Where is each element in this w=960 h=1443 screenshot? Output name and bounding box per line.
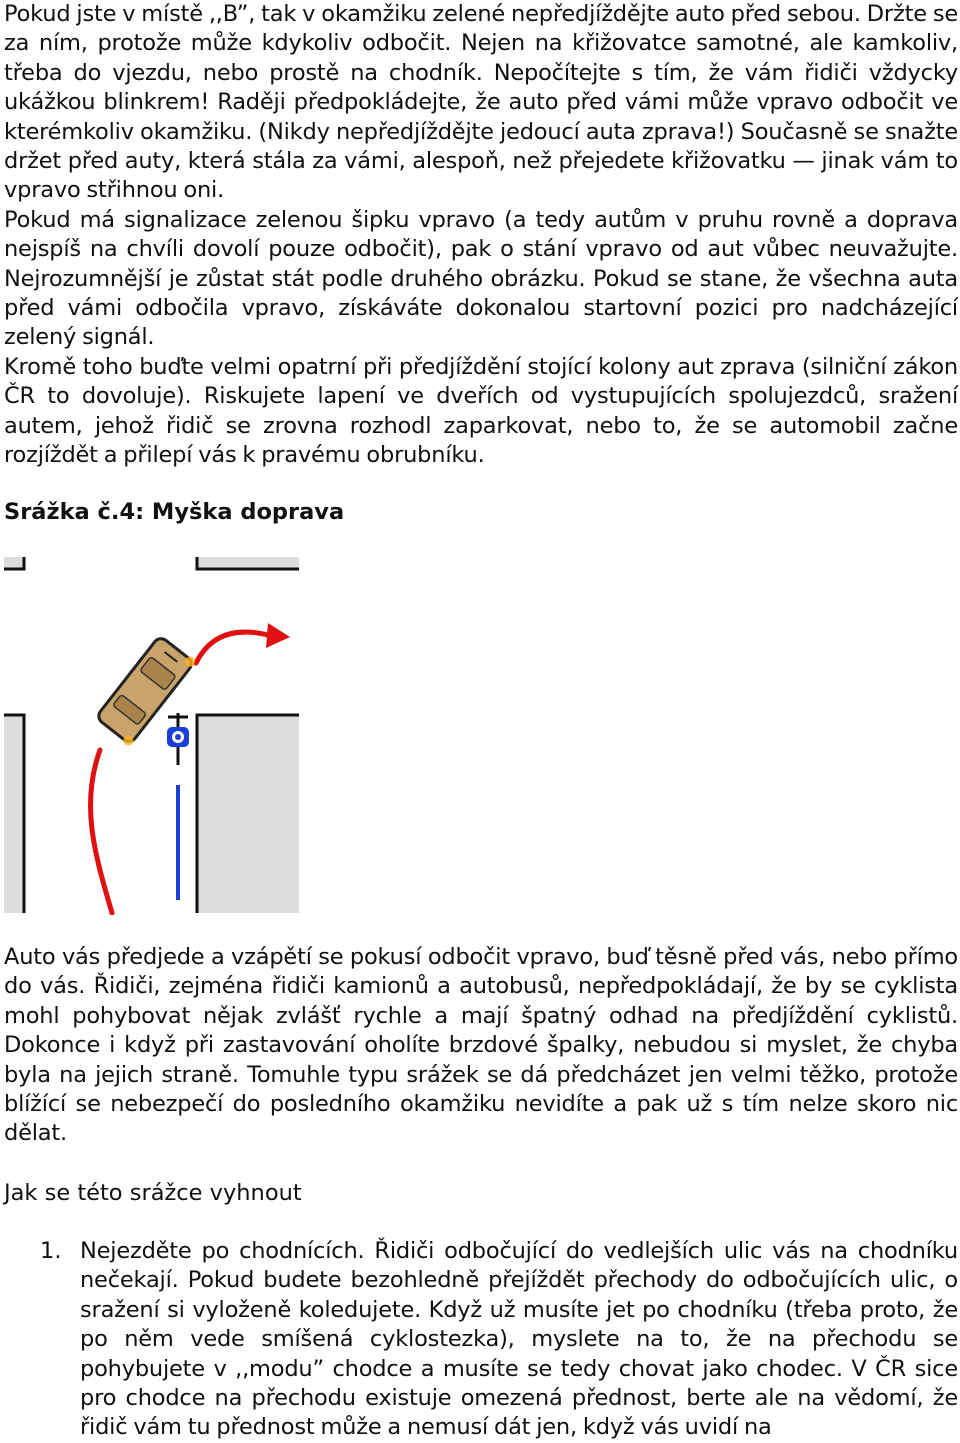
section-heading: Srážka č.4: Myška doprava (4, 499, 345, 525)
description-paragraph: Auto vás předjede a vzápětí se pokusí odbočit vpravo, buď těsně před vás, nebo přímo do vás. Řidiči, zejména řidiči kamionů a autobusů, nepředpokládají, že by se cyklista mohl pohybovat nějak zvlášť rychle a mají špatný odhad na předjíždění cyklistů. Dokonce i když při zastavování oholíte brzdové špalky, nebudou si myslet, že chyba byla na jejich straně. Tomuhle typu srážek se dá předcházet jen velmi těžko, protože blížící se nebezpečí do posledního okamžiku nevidíte a pak už s tím nelze skoro nic dělat. (4, 944, 958, 1147)
block-bottom-right (197, 715, 299, 913)
intersection-diagram (0, 555, 300, 915)
car-path-line (90, 750, 112, 913)
arrow-paragraph: Pokud má signalizace zelenou šipku vpravo (a tedy autům v pruhu rovně a doprava nejspíš na chvíli dovolí pouze odbočit), pak o stání vpravo od aut vůbec neuvažujte. Nejrozumnější je zůstat stát podle druhého obrázku. Pokud se stane, že všechna auta před vámi odbočila vpravo, získáváte dokonalou startovní pozici pro nadcházející zelený signál. (4, 206, 958, 351)
list-item-number: 1. (40, 1238, 62, 1264)
block-top-right (197, 557, 299, 569)
overtake-paragraph: Kromě toho buďte velmi opatrní při předjíždění stojící kolony aut zprava (silniční zákon ČR to dovoluje). Riskujete lapení ve dveřích od vystupujících spolujezdců, sražení autem, jehož řidič se zrovna rozhodl zaparkovat, nebo to, že se automobil začne rozjíždět a přilepí vás k pravému obrubníku. (4, 353, 958, 469)
block-top-left (4, 557, 24, 569)
intersection-svg (0, 555, 300, 915)
description-block (4, 943, 958, 1149)
turn-arrow-head (266, 623, 290, 648)
tips-list (0, 1237, 958, 1443)
intro-paragraph: Pokud jste v místě ,,B”, tak v okamžiku zelené nepředjíždějte auto před sebou. Držte se za ním, protože může kdykoliv odbočit. Nejen na křižovatce samotné, ale kamkoliv, třeba do vjezdu, nebo prostě na chodník. Nepočítejte s tím, že vám řidiči vždycky ukážkou blinkrem! Raději předpokládejte, že auto před vámi může vpravo odbočit ve kterémkoliv okamžiku. (Nikdy nepředjíždějte jedoucí auta zprava!) Současně se snažte držet před auty, která stála za vámi, alespoň, než přejedete křižovatku — jinak vám to vpravo střihnou oni. (4, 1, 958, 204)
cyclist (167, 713, 189, 765)
turn-arrow (196, 632, 268, 663)
list-item-text: Nejezděte po chodnících. Řidiči odbočující do vedlejších ulic vás na chodníku nečekají. Pokud budete bezohledně přejíždět přechody do odbočujících ulic, o sražení si vyloženě koledujete. Když už musíte jet po chodníku (třeba proto, že po něm vede smíšená cyklostezka), myslete na to, že na přechodu se pohybujete v ,,modu” chodce a musíte se tedy chovat jako chodec. V ČR sice pro chodce na přechodu existuje omezená přednost, berte ale na vědomí, že řidič vám tu přednost může a nemusí dát jen, když vás uvidí na (80, 1238, 958, 1441)
block-bottom-left (4, 715, 24, 913)
list-item (0, 1237, 958, 1443)
prevention-question: Jak se této srážce vyhnout (4, 1180, 302, 1206)
article-body (4, 0, 958, 471)
